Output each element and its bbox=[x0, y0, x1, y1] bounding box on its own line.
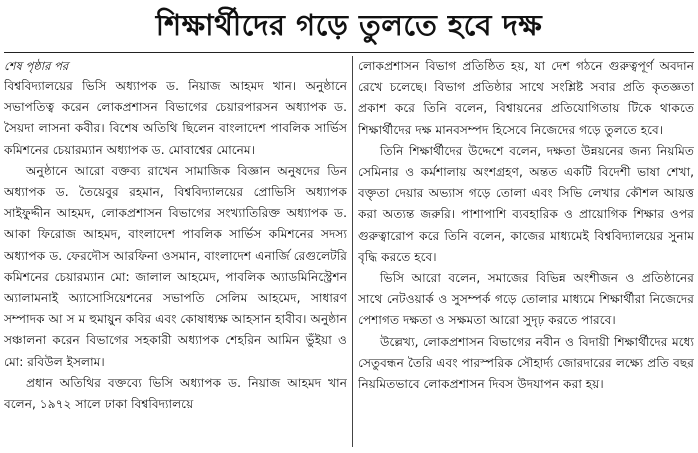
headline-rule bbox=[4, 52, 694, 53]
left-paragraph-1: বিশ্ববিদ্যালয়ের ভিসি অধ্যাপক ড. নিয়াজ আহমদ খান। অনুষ্ঠানে সভাপতিত্ব করেন লোকপ্রশাসন বিভাগের চেয়ারপারসন অধ্যাপক ড. সৈয়দা লাসনা কবীর। বিশেষ অতিথি ছিলেন বাংলাদেশ পাবলিক সার্ভিস কমিশনের চেয়ারম্যান অধ্যাপক ড. মোবাশ্বের মোনেম। bbox=[4, 79, 347, 157]
right-paragraph-1: লোকপ্রশাসন বিভাগ প্রতিষ্ঠিত হয়, যা দেশ গঠনে গুরুত্বপূর্ণ অবদান রেখে চলেছে। বিভাগ প্রতিষ্ঠার সাথে সংশ্লিষ্ট সবার প্রতি কৃতজ্ঞতা প্রকাশ করে তিনি বলেন, বিশ্বায়নের প্রতিযোগিতায় টিকে থাকতে শিক্ষার্থীদের দক্ষ মানবসম্পদ হিসেবে নিজেদের গড়ে তুলতে হবে। bbox=[358, 59, 694, 137]
left-column bbox=[4, 56, 347, 449]
continued-label: শেষ পৃষ্ঠার পর bbox=[4, 59, 69, 73]
right-paragraph-2: তিনি শিক্ষার্থীদের উদ্দেশে বলেন, দক্ষতা উন্নয়নের জন্য নিয়মিত সেমিনার ও কর্মশালায় অংশগ্রহণ, অন্তত একটি বিদেশী ভাষা শেখা, বক্তৃতা দেয়ার অভ্যাস গড়ে তোলা এবং সিভি লেখার কৌশল আয়ত্ত করা অত্যন্ত জরুরি। পাশাপাশি ব্যবহারিক ও প্রায়োগিক শিক্ষার ওপর গুরুত্বারোপ করে তিনি বলেন, কাজের মাধ্যমেই বিশ্ববিদ্যালয়ের সুনাম বৃদ্ধি করতে হবে। bbox=[358, 143, 694, 264]
right-paragraph-4: উল্লেখ্য, লোকপ্রশাসন বিভাগের নবীন ও বিদায়ী শিক্ষার্থীদের মধ্যে সেতুবন্ধন তৈরি এবং পারস্পরিক সৌহার্দ্য জোরদারের লক্ষ্যে প্রতি বছর নিয়মিতভাবে লোকপ্রশাসন দিবস উদযাপন করা হয়। bbox=[358, 334, 694, 392]
right-column bbox=[358, 56, 694, 449]
column-divider bbox=[352, 56, 353, 447]
headline: শিক্ষার্থীদের গড়ে তুলতে হবে দক্ষ bbox=[155, 8, 543, 42]
left-paragraph-3: প্রধান অতিথির বক্তব্যে ভিসি অধ্যাপক ড. নিয়াজ আহমদ খান বলেন, ১৯৭২ সালে ঢাকা বিশ্ববিদ্যালয়ে bbox=[4, 375, 347, 412]
right-paragraph-3: ভিসি আরো বলেন, সমাজের বিভিন্ন অংশীজন ও প্রতিষ্ঠানের সাথে নেটওয়ার্ক ও সুসম্পর্ক গড়ে তোলার মাধ্যমে শিক্ষার্থীরা নিজেদের পেশাগত দক্ষতা ও সক্ষমতা আরো সুদৃঢ় করতে পারবে। bbox=[358, 271, 694, 328]
left-paragraph-2: অনুষ্ঠানে আরো বক্তব্য রাখেন সামাজিক বিজ্ঞান অনুষদের ডিন অধ্যাপক ড. তৈয়েবুর রহমান, বিশ্ববিদ্যালয়ের প্রোভিসি অধ্যাপক সাইফুদ্দীন আহমদ, লোকপ্রশাসন বিভাগের সংখ্যাতিরিক্ত অধ্যাপক ড. আকা ফিরোজ আহমদ, বাংলাদেশ পাবলিক সার্ভিস কমিশনের সদস্য অধ্যাপক ড. ফেরদৌস আরফিনা ওসমান, বাংলাদেশ এনার্জি রেগুলেটরি কমিশনের চেয়ারম্যান মো: জালাল আহমেদ, পাবলিক অ্যাডমিনিস্ট্রেশন অ্যালামনাই অ্যাসোসিয়েশনের সভাপতি সেলিম আহমেদ, সাধারণ সম্পাদক আ স ম হুমায়ুন কবির এবং কোষাধ্যক্ষ আহসান হাবীব। অনুষ্ঠান সঞ্চালনা করেন বিভাগের সহকারী অধ্যাপক শেহরিন আমিন ভুঁইয়া ও মো: রবিউল ইসলাম। bbox=[4, 163, 347, 369]
